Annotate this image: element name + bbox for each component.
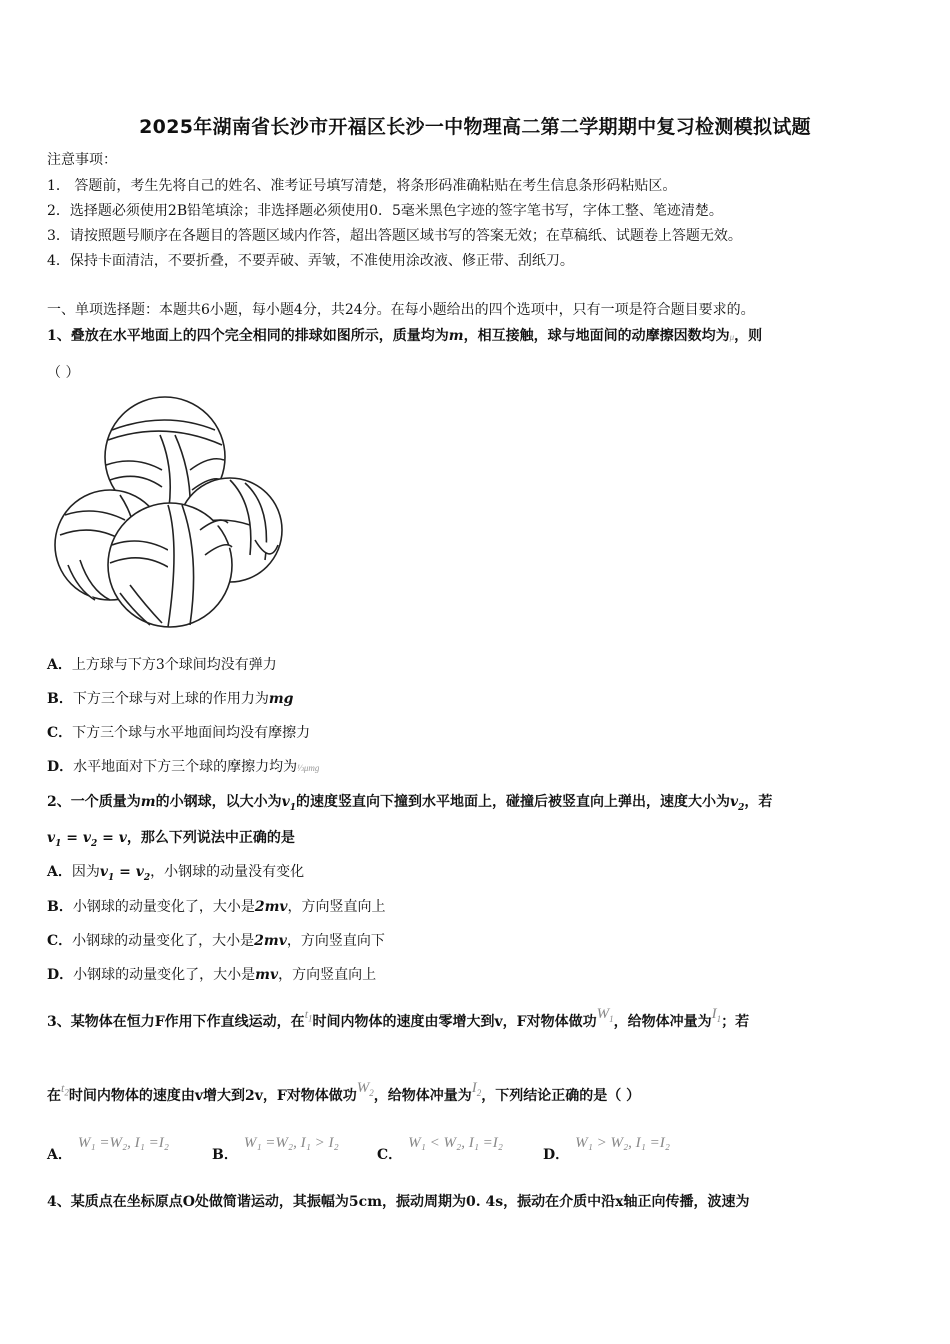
q3-w1: $W_1$ (596, 1006, 614, 1024)
q1-option-b[interactable] (47, 689, 293, 709)
q2-m: m (140, 794, 156, 810)
q1-option-b-label: B． (47, 691, 73, 707)
q2-option-c[interactable]: C．小钢球的动量变化了，大小是2mv，方向竖直向下 (47, 933, 385, 949)
notice-item-2: 2．选择题必须使用2B铅笔填涂；非选择题必须使用0．5毫米黑色字迹的签字笔书写，字体工整、笔迹清楚。 (47, 203, 723, 219)
q2-stem-b: 的小钢球，以大小为 (155, 794, 282, 810)
q1-stem-c: ，则 (734, 328, 763, 344)
stacked-volleyballs-figure (50, 395, 290, 630)
notice-item-1: 1． 答题前，考生先将自己的姓名、准考证号填写清楚，将条形码准确粘贴在考生信息条形码粘贴区。 (47, 178, 677, 194)
q2-equation: $v_1 = v_2 = v$ (47, 830, 127, 849)
page-title: 2025年湖南省长沙市开福区长沙一中物理高二第二学期期中复习检测模拟试题 (139, 116, 811, 138)
q1-option-c-label: C． (47, 725, 73, 741)
question-2-stem (47, 792, 772, 818)
q1-mu: μ (729, 332, 735, 342)
q2-stem-c: 的速度竖直向下撞到水平地面上，碰撞后被竖直向上弹出，速度大小为 (295, 794, 730, 810)
q2-v1: $v_1$ (281, 794, 296, 813)
q2-v2: $v_2$ (729, 794, 745, 813)
q1-m: m (448, 328, 464, 344)
question-1-blank: （ ） (47, 365, 80, 381)
notice-item-4: 4．保持卡面清洁，不要折叠，不要弄破、弄皱，不准使用涂改液、修正带、刮纸刀。 (47, 253, 574, 269)
notice-item-3: 3．请按照题号顺序在各题目的答题区域内作答，超出答题区域书写的答案无效；在草稿纸、试题卷上答题无效。 (47, 228, 742, 244)
q3-t1: $t_1$ (304, 1007, 313, 1024)
q1-option-d-text: 水平地面对下方三个球的摩擦力均为 (73, 759, 298, 775)
q1-stem-b: ，相互接触，球与地面间的动摩擦因数均为 (463, 328, 730, 344)
q1-option-d-math: ⅓μmg (297, 763, 320, 773)
q3-w2: $W_2$ (356, 1080, 374, 1098)
q3-i2: $I_2$ (471, 1080, 482, 1098)
q3-option-c[interactable]: C．W₁ < W₂, I₁ =I₂ (377, 1135, 503, 1163)
q1-option-b-math: mg (268, 691, 294, 707)
q2-option-d-label: D． (47, 967, 74, 983)
q1-option-c[interactable] (47, 723, 310, 743)
q1-option-d-label: D． (47, 759, 74, 775)
question-3-stem: 3、某物体在恒力F作用下作直线运动，在$t_1$时间内物体的速度由零增大到v，F对物体做功$W_1$，给物体冲量为$I_1$；若 (47, 1006, 750, 1030)
q1-option-c-text: 下方三个球与水平地面间均没有摩擦力 (72, 725, 311, 741)
q3-option-d[interactable]: D．W₁ > W₂, I₁ =I₂ (543, 1135, 670, 1163)
question-4-stem: 4、某质点在坐标原点O处做简谐运动，其振幅为5cm，振动周期为0. 4s，振动在介质中沿x轴正向传播，波速为 (47, 1194, 750, 1210)
q1-option-a-label: A． (47, 657, 72, 673)
question-2-stem-line2 (47, 828, 295, 854)
q2-option-a-label: A． (47, 864, 72, 880)
q2-stem-d: ，若 (744, 794, 773, 810)
q3-option-b[interactable]: B．W₁ =W₂, I₁ > I₂ (212, 1135, 339, 1163)
question-3-stem-line2: 在$t_2$时间内物体的速度由v增大到2v，F对物体做功$W_2$，给物体冲量为$I_2$，下列结论正确的是（ ） (47, 1080, 641, 1104)
q1-option-a[interactable] (47, 655, 277, 675)
q2-option-a[interactable]: A．因为$v_1 = v_2$，小钢球的动量没有变化 (47, 864, 305, 883)
q3-option-a[interactable]: A．W₁ =W₂, I₁ =I₂ (47, 1135, 169, 1163)
q1-option-d[interactable] (47, 757, 319, 778)
q2-option-c-label: C． (47, 933, 73, 949)
volleyball-front (108, 503, 232, 627)
q3-i1: $I_1$ (711, 1006, 722, 1024)
q2-option-b-label: B． (47, 899, 73, 915)
q1-option-b-text: 下方三个球与对上球的作用力为 (72, 691, 269, 707)
q1-stem-a: 1、叠放在水平地面上的四个完全相同的排球如图所示，质量均为 (47, 328, 449, 344)
notice-header: 注意事项： (47, 152, 117, 168)
q2-option-b[interactable]: B．小钢球的动量变化了，大小是2mv，方向竖直向上 (47, 899, 386, 915)
section-heading: 一、单项选择题：本题共6小题，每小题4分，共24分。在每小题给出的四个选项中，只有一项是符合题目要求的。 (47, 302, 755, 318)
question-1-stem (47, 326, 762, 347)
q1-option-a-text: 上方球与下方3个球间均没有弹力 (71, 657, 277, 673)
q2-option-d[interactable]: D．小钢球的动量变化了，大小是mv，方向竖直向上 (47, 967, 377, 983)
q2-line2-a: ，那么下列说法中正确的是 (126, 830, 295, 846)
q3-t2: $t_2$ (61, 1081, 69, 1098)
q2-stem-a: 2、一个质量为 (47, 794, 141, 810)
